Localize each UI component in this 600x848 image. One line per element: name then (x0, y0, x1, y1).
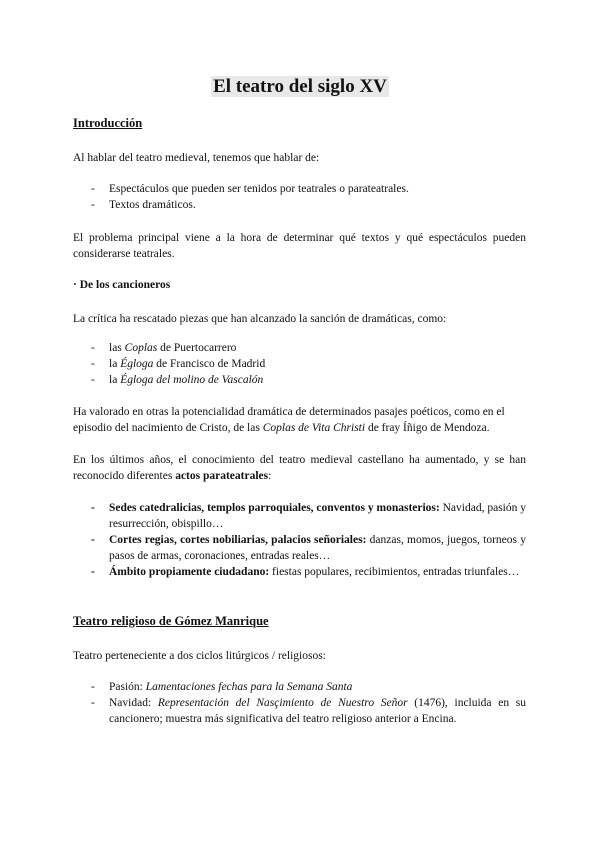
cancioneros-lead: La crítica ha rescatado piezas que han alcanzado la sanción de dramáticas, como: (73, 313, 447, 325)
list-item: - la Égloga del molino de Vascalón (91, 374, 264, 386)
list-item: - Cortes regias, cortes nobiliarias, palacios señoriales: danzas, momos, juegos, torneos y pasos de armas, coronaciones, entradas reales… (91, 534, 526, 562)
list-item: - Textos dramáticos. (91, 199, 196, 211)
vita-christi-paragraph: Ha valorado en otras la potencialidad dramática de determinados pasajes poéticos, como en el episodio del nacimiento de Cristo, de las Coplas de Vita Christi de fray Íñigo de Mendoza. (73, 406, 505, 434)
list-item: - la Égloga de Francisco de Madrid (91, 358, 266, 370)
section-heading-gomez-manrique: Teatro religioso de Gómez Manrique (73, 614, 269, 628)
intro-problem-paragraph: El problema principal viene a la hora de determinar qué textos y qué espectáculos pueden considerarse teatrales. (73, 232, 526, 260)
list-item: - Pasión: Lamentaciones fechas para la Semana Santa (91, 681, 353, 693)
section-heading-introduccion: Introducción (73, 116, 143, 130)
gomez-works-list (73, 679, 526, 727)
list-item: - Ámbito propiamente ciudadano: fiestas populares, recibimientos, entradas triunfales… (91, 566, 520, 578)
page-title: El teatro del siglo XV (213, 76, 387, 97)
gomez-lead: Teatro perteneciente a dos ciclos litúrgicos / religiosos: (73, 650, 326, 662)
parateatrales-acts-list (73, 500, 526, 580)
list-item: - Navidad: Representación del Nasçimiento de Nuestro Señor (1476), incluida en su cancionero; muestra más significativa del teatro religioso anterior a Encina. (91, 697, 526, 725)
section-heading-cancioneros: · De los cancioneros (73, 279, 171, 291)
list-item: - Espectáculos que pueden ser tenidos por teatrales o parateatrales. (91, 183, 409, 195)
intro-lead: Al hablar del teatro medieval, tenemos que hablar de: (73, 152, 320, 164)
list-item: - Sedes catedralicias, templos parroquiales, conventos y monasterios: Navidad, pasión y resurrección, obispillo… (91, 502, 526, 530)
cancioneros-works-list (73, 340, 526, 388)
intro-bullet-list (73, 181, 526, 213)
parateatrales-paragraph: En los últimos años, el conocimiento del teatro medieval castellano ha aumentado, y se han reconocido diferentes actos parateatrales: (73, 454, 526, 482)
list-item: - las Coplas de Puertocarrero (91, 342, 237, 354)
